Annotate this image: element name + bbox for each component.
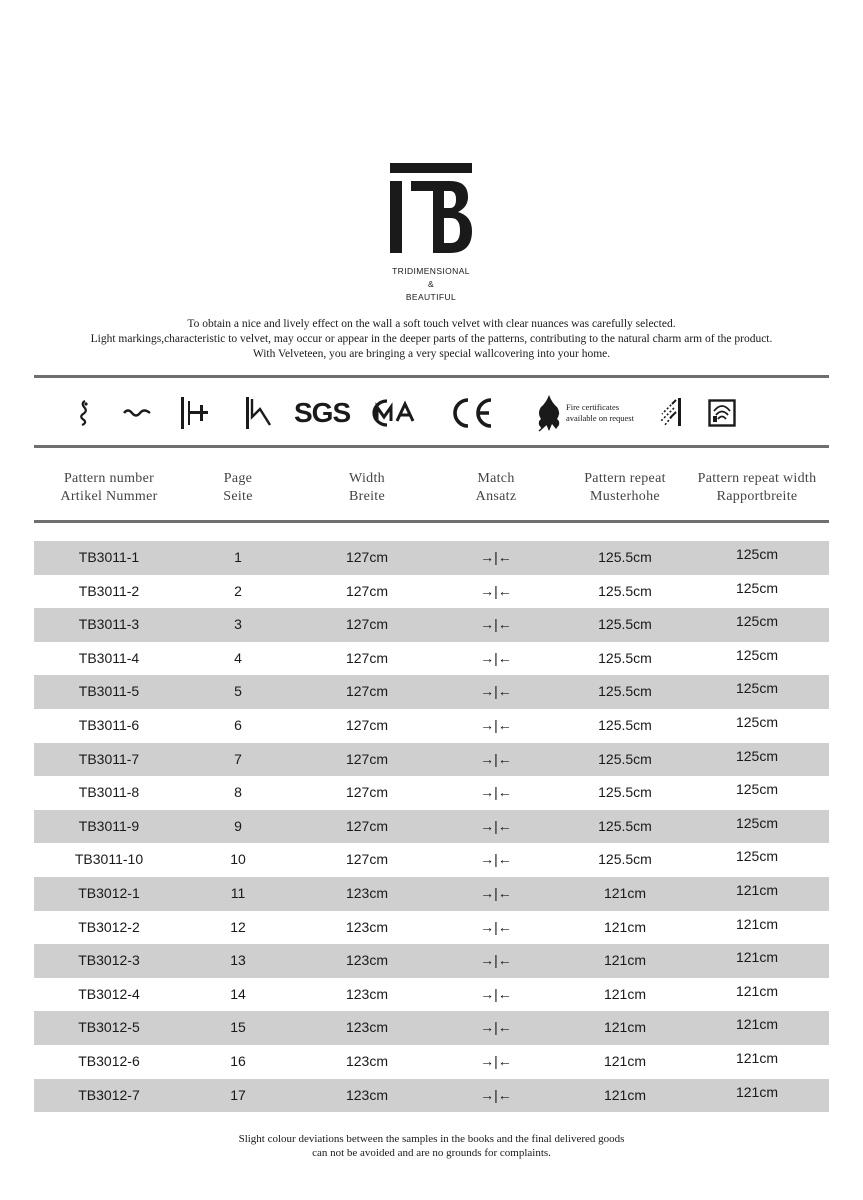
header-en: Pattern number [63,471,155,486]
header-de: Artikel Nummer [60,488,158,504]
divider [34,445,829,448]
brand-caption-line: & [427,279,435,289]
footer-line: Slight colour deviations between the samples in the books and the final delivered goods [238,1133,625,1145]
cell-match: →|← [480,1019,512,1036]
cell-pattern-repeat: 121cm [603,1052,647,1069]
cell-pattern-repeat-width: 121cm [735,1049,779,1066]
cell-pattern-number: TB3012-1 [78,884,140,901]
tb-logo [388,163,474,255]
cell-pattern-repeat-width: 125cm [735,613,779,630]
cell-pattern-repeat-width: 125cm [735,579,779,596]
header-en: Match [477,471,515,486]
table-row [34,541,829,575]
cell-pattern-repeat: 121cm [603,952,647,969]
cell-width: 127cm [345,716,389,733]
cell-pattern-repeat: 125.5cm [598,649,652,666]
cell-pattern-number: TB3011-7 [78,750,140,767]
cell-pattern-repeat-width: 121cm [735,1016,779,1033]
cell-page: 1 [234,549,242,565]
table-row [34,1079,829,1113]
divider [34,520,829,523]
cell-width: 123cm [345,1019,389,1036]
cell-match: →|← [480,817,512,834]
cell-pattern-repeat: 125.5cm [598,817,652,834]
cell-width: 127cm [345,649,389,666]
cell-match: →|← [480,851,512,868]
cell-page: 2 [234,582,242,599]
cell-pattern-number: TB3012-3 [78,952,140,969]
header-match [446,470,546,505]
cell-pattern-number: TB3012-6 [78,1052,140,1069]
fire-certificate-icon [536,388,634,438]
cell-page: 16 [230,1052,246,1069]
table-row [34,1011,829,1045]
table-row [34,911,829,945]
cell-pattern-repeat-width: 125cm [735,814,779,831]
fire-certificate-text [566,402,634,424]
cell-match: →|← [480,1052,512,1069]
header-de: Breite [348,488,385,504]
header-pattern-repeat-width [682,470,832,505]
table-row [34,1045,829,1079]
cell-page: 8 [234,784,242,801]
cell-page: 6 [234,716,242,733]
cell-pattern-number: TB3011-3 [78,616,140,633]
cma-logo [367,388,419,438]
divider [34,375,829,378]
light-fastness-icon [656,388,684,438]
sponge-wave-icon [122,388,152,438]
header-pattern-number [34,470,184,505]
cell-pattern-number: TB3011-10 [74,851,144,868]
cell-match: →|← [480,985,512,1002]
peel-off-icon [242,388,274,438]
sgs-logo [294,388,350,438]
table-row [34,675,829,709]
header-pattern-repeat [565,470,685,505]
header-width [317,470,417,505]
cell-width: 127cm [345,549,389,565]
table-row [34,575,829,609]
cell-pattern-repeat-width: 121cm [735,982,779,999]
cell-match: →|← [480,918,512,935]
table-row [34,709,829,743]
cell-pattern-repeat: 121cm [603,918,647,935]
cell-match: →|← [480,683,512,700]
cell-page: 7 [234,750,242,767]
brand-caption-line: TRIDIMENSIONAL [392,266,470,276]
cell-width: 127cm [345,750,389,767]
cell-width: 123cm [345,985,389,1002]
care-icons-strip [34,388,829,438]
cell-pattern-number: TB3011-6 [78,716,140,733]
wash-icon [76,388,90,438]
cell-match: →|← [480,549,512,565]
table-header [34,470,829,510]
cell-pattern-repeat: 125.5cm [598,616,652,633]
cell-pattern-repeat-width: 125cm [735,747,779,764]
cell-page: 10 [230,851,246,868]
cell-width: 123cm [345,952,389,969]
cell-width: 123cm [345,918,389,935]
cell-page: 15 [230,1019,246,1036]
header-de: Ansatz [475,488,517,504]
table-row [34,642,829,676]
paste-wall-icon [178,388,212,438]
header-en: Pattern repeat width [697,471,817,486]
fire-text-line: available on request [566,413,634,423]
cell-page: 9 [234,817,242,834]
cell-pattern-repeat-width: 125cm [735,680,779,697]
cell-pattern-repeat: 125.5cm [598,549,652,565]
table-row [34,810,829,844]
cell-pattern-number: TB3012-2 [78,918,140,935]
cell-pattern-number: TB3011-4 [78,649,140,666]
cell-pattern-repeat-width: 125cm [735,781,779,798]
table-row [34,843,829,877]
cell-pattern-number: TB3011-5 [78,683,140,700]
header-de: Seite [223,488,253,504]
cell-pattern-repeat-width: 121cm [735,915,779,932]
table-row [34,776,829,810]
cell-page: 14 [230,985,246,1002]
sgs-label: SGS [294,397,351,428]
cell-pattern-repeat: 121cm [603,985,647,1002]
cell-pattern-repeat: 125.5cm [598,784,652,801]
table-row [34,978,829,1012]
cell-pattern-repeat-width: 125cm [735,546,779,562]
header-page [198,470,278,505]
brand-caption-line: BEAUTIFUL [405,292,457,302]
intro-line: With Velveteen, you are bringing a very special wallcovering into your home. [252,348,611,360]
ce-mark [450,388,496,438]
cell-match: →|← [480,649,512,666]
table-row [34,877,829,911]
cell-width: 123cm [345,884,389,901]
cell-pattern-number: TB3011-1 [78,549,140,565]
cell-width: 127cm [345,616,389,633]
header-de: Rapportbreite [716,488,798,504]
cell-page: 11 [230,884,246,901]
header-en: Pattern repeat [584,471,666,486]
footer-note [20,1132,843,1160]
cell-page: 3 [234,616,242,633]
cell-width: 127cm [345,851,389,868]
cell-pattern-repeat-width: 125cm [735,713,779,730]
cell-pattern-repeat: 125.5cm [598,716,652,733]
cell-width: 127cm [345,817,389,834]
cell-pattern-repeat: 125.5cm [598,582,652,599]
cell-width: 123cm [345,1086,389,1103]
footer-line: can not be avoided and are no grounds for complaints. [312,1147,551,1159]
cell-page: 5 [234,683,242,700]
cell-pattern-repeat-width: 125cm [735,646,779,663]
cell-match: →|← [480,952,512,969]
intro-line: To obtain a nice and lively effect on the wall a soft touch velvet with clear nuances was carefully selected. [187,318,676,330]
cell-pattern-number: TB3012-5 [78,1019,140,1036]
header-en: Page [223,471,253,486]
cell-width: 123cm [345,1052,389,1069]
cell-page: 17 [230,1086,246,1103]
cell-page: 13 [230,952,246,969]
cell-match: →|← [480,884,512,901]
cell-pattern-repeat: 121cm [603,1086,647,1103]
cell-pattern-number: TB3011-2 [78,582,140,599]
table-row [34,608,829,642]
cell-pattern-repeat-width: 121cm [735,949,779,966]
cell-match: →|← [480,784,512,801]
table-row [34,944,829,978]
cell-width: 127cm [345,582,389,599]
cell-match: →|← [480,1086,512,1103]
cell-pattern-repeat: 125.5cm [598,851,652,868]
cell-pattern-number: TB3012-7 [78,1086,140,1103]
fire-text-line: Fire certificates [566,402,620,412]
intro-line: Light markings,characteristic to velvet, may occur or appear in the deeper parts of the patterns, contributing to the natural charm arm of the product. [90,333,773,345]
cell-page: 12 [230,918,246,935]
cell-match: →|← [480,716,512,733]
cell-page: 4 [234,649,242,666]
cell-pattern-number: TB3012-4 [78,985,140,1002]
header-en: Width [349,471,385,486]
washable-icon [708,388,736,438]
cell-pattern-repeat: 121cm [603,884,647,901]
cell-pattern-repeat: 125.5cm [598,683,652,700]
cell-width: 127cm [345,683,389,700]
intro-text [20,317,843,362]
table-row [34,743,829,777]
cell-pattern-number: TB3011-8 [78,784,140,801]
cell-pattern-repeat: 125.5cm [598,750,652,767]
cell-match: →|← [480,616,512,633]
header-de: Musterhohe [590,488,660,504]
cell-pattern-repeat-width: 125cm [735,848,779,865]
cell-match: →|← [480,582,512,599]
pattern-table [34,541,829,1112]
cell-pattern-repeat-width: 121cm [735,881,779,898]
cell-pattern-repeat: 121cm [603,1019,647,1036]
cell-width: 127cm [345,784,389,801]
cell-pattern-repeat-width: 121cm [735,1083,779,1100]
cell-match: →|← [480,750,512,767]
cell-pattern-number: TB3011-9 [78,817,140,834]
brand-caption [331,265,531,304]
